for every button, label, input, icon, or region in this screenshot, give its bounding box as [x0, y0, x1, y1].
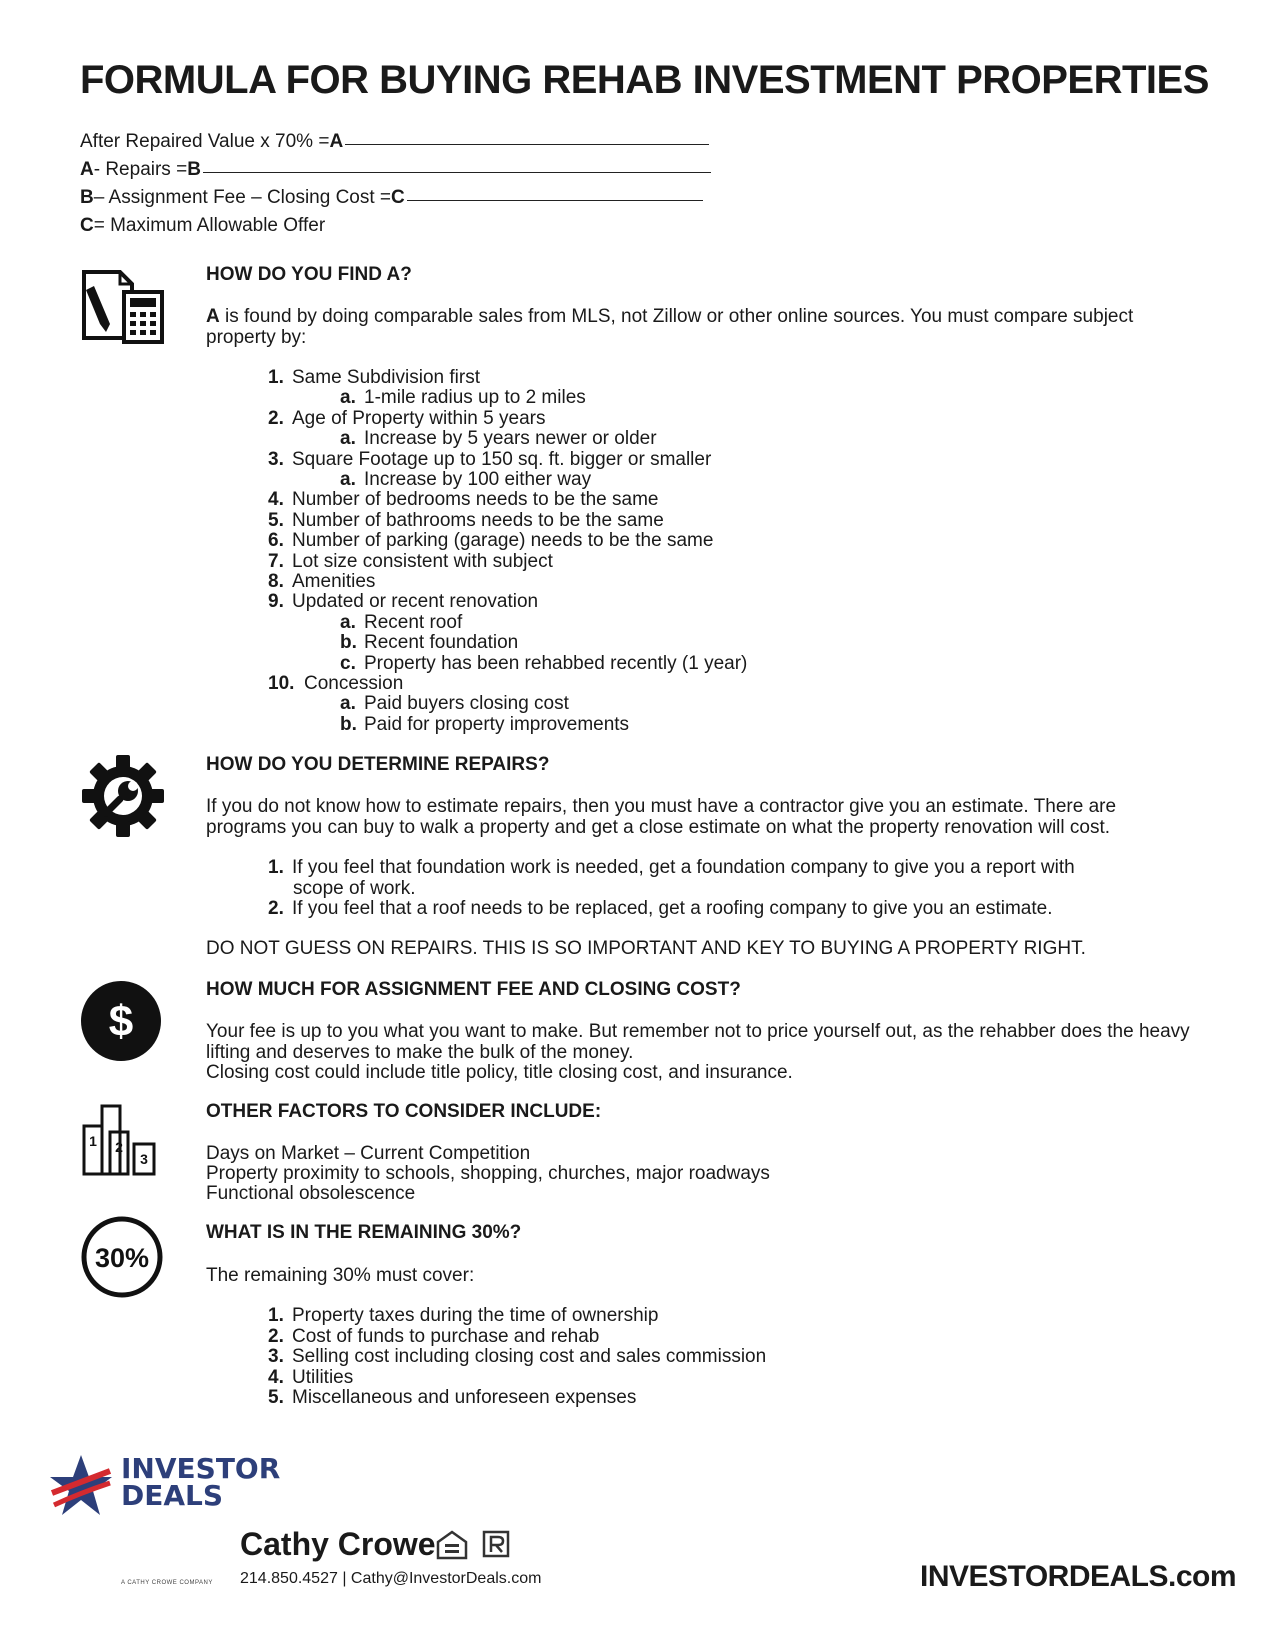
fill-in-line[interactable] [345, 144, 709, 145]
list-marker: 1. [268, 367, 284, 388]
list-item [268, 591, 538, 612]
list-item [268, 571, 375, 592]
list-item-text: Number of bedrooms needs to be the same [292, 489, 659, 511]
section-heading-other: OTHER FACTORS TO CONSIDER INCLUDE: [206, 1101, 602, 1122]
list-item [268, 1305, 658, 1326]
repairs-intro: If you do not know how to estimate repairs, then you must have a contractor give you an estimate. There are programs you can buy to walk a property and get a close estimate on what the property renovation will cost. [206, 796, 1117, 838]
repairs-warning: DO NOT GUESS ON REPAIRS. THIS IS SO IMPORTANT AND KEY TO BUYING A PROPERTY RIGHT. [206, 938, 1086, 959]
list-marker: a. [340, 428, 356, 450]
list-item-text: Same Subdivision first [292, 367, 480, 388]
sub-list-item [340, 469, 591, 490]
agent-contact[interactable]: 214.850.4527 | Cathy@InvestorDeals.com [240, 1570, 542, 1587]
list-item-text: Increase by 100 either way [364, 469, 592, 490]
list-item-text: Utilities [292, 1366, 354, 1388]
list-item-text: Age of Property within 5 years [292, 407, 546, 429]
fill-in-line[interactable] [407, 200, 703, 201]
list-marker: a. [340, 387, 356, 409]
section-a-intro-text: is found by doing comparable sales from MLS, not Zillow or other online sources. You must compare subject property by: [206, 306, 1134, 348]
formula-line-1 [80, 127, 709, 156]
formula-var: B [187, 159, 201, 180]
other-line-2: Property proximity to schools, shopping, churches, major roadways [206, 1163, 770, 1184]
list-item [268, 1387, 636, 1408]
equal-housing-icon [436, 1530, 468, 1560]
podium-icon [80, 1102, 160, 1181]
formula-text: - Repairs = [93, 159, 188, 180]
podium-rank-2: 2 [115, 1139, 123, 1155]
list-item-text: Square Footage up to 150 sq. ft. bigger or smaller [292, 448, 712, 470]
list-marker: a. [340, 611, 356, 633]
thirty-percent-label: 30% [94, 1243, 150, 1273]
section-heading-find-a: HOW DO YOU FIND A? [206, 264, 412, 285]
fee-body: Your fee is up to you what you want to make. But remember not to price yourself out, as the rehabber does the heavy lifting and deserves to make the bulk of the money. [206, 1021, 1190, 1063]
website-link[interactable]: INVESTORDEALS.com [920, 1560, 1237, 1593]
list-marker: 4. [268, 1366, 284, 1388]
list-marker: 6. [268, 530, 284, 552]
list-item-text: Paid for property improvements [364, 713, 630, 735]
dollar-glyph: $ [108, 997, 134, 1046]
list-item-text: Recent foundation [364, 632, 519, 654]
list-item [268, 857, 1075, 878]
list-item-text: Number of bathrooms needs to be the same [292, 509, 664, 531]
list-item-text: Selling cost including closing cost and sales commission [292, 1346, 767, 1367]
formula-var: A [80, 159, 94, 180]
list-item [268, 1346, 766, 1367]
list-item-text: Cost of funds to purchase and rehab [292, 1325, 600, 1347]
sub-list-item [340, 653, 747, 674]
list-item-text: If you feel that a roof needs to be replaced, get a roofing company to give you an estimate. [292, 898, 1053, 919]
brand-line-1: INVESTOR [121, 1452, 281, 1485]
list-item-text: 1-mile radius up to 2 miles [364, 387, 586, 409]
brand-line-2: DEALS [121, 1479, 224, 1512]
sub-list-item [340, 428, 657, 449]
formula-text: After Repaired Value x 70% = [80, 131, 330, 152]
remaining-intro: The remaining 30% must cover: [206, 1265, 475, 1286]
list-item [268, 510, 664, 531]
document-calculator-icon [80, 266, 166, 351]
list-item [268, 898, 1052, 919]
podium-rank-1: 1 [89, 1133, 97, 1149]
list-item [268, 1367, 353, 1388]
list-marker: b. [340, 713, 357, 735]
list-item [268, 673, 403, 694]
brand-sub: A CATHY CROWE COMPANY [121, 1580, 213, 1586]
sub-list-item [340, 612, 462, 633]
list-marker: 2. [268, 1325, 284, 1347]
page-title: FORMULA FOR BUYING REHAB INVESTMENT PROPERTIES [80, 58, 1209, 102]
formula-line-2 [80, 155, 711, 184]
list-marker: 5. [268, 509, 284, 531]
list-item [268, 449, 711, 470]
list-item [293, 878, 416, 899]
list-marker: 2. [268, 407, 284, 429]
formula-text: = Maximum Allowable Offer [93, 215, 326, 236]
list-marker: a. [340, 693, 356, 715]
list-marker: 4. [268, 489, 284, 511]
list-item-text: Increase by 5 years newer or older [364, 428, 657, 450]
list-marker: 10. [268, 673, 295, 694]
section-heading-fee: HOW MUCH FOR ASSIGNMENT FEE AND CLOSING COST? [206, 979, 741, 1000]
fill-in-line[interactable] [203, 172, 711, 173]
list-item-text: Updated or recent renovation [292, 591, 539, 613]
formula-var: B [80, 187, 94, 208]
realtor-icon [482, 1530, 510, 1560]
bold-a: A [206, 306, 220, 327]
list-item-text: scope of work. [293, 877, 416, 899]
list-item-text: If you feel that foundation work is needed, get a foundation company to give you a report with [292, 857, 1075, 878]
list-item-text: Amenities [292, 571, 376, 592]
list-marker: c. [340, 652, 356, 674]
formula-line-3 [80, 183, 703, 212]
list-item [268, 551, 553, 572]
list-item [268, 367, 480, 388]
list-marker: 1. [268, 1305, 284, 1326]
list-item [268, 489, 658, 510]
formula-var: A [329, 131, 344, 152]
sub-list-item [340, 714, 629, 735]
formula-var: C [80, 215, 94, 236]
sub-list-item [340, 693, 569, 714]
list-marker: 3. [268, 1346, 284, 1367]
list-marker: a. [340, 469, 356, 490]
agent-name: Cathy Crowe [240, 1526, 436, 1562]
list-item-text: Property taxes during the time of ownership [292, 1305, 659, 1326]
list-item [268, 530, 713, 551]
list-item-text: Number of parking (garage) needs to be the same [292, 530, 714, 552]
list-marker: 5. [268, 1387, 284, 1408]
section-heading-remaining: WHAT IS IN THE REMAINING 30%? [206, 1222, 522, 1243]
list-marker: b. [340, 632, 357, 654]
other-line-1: Days on Market – Current Competition [206, 1143, 531, 1164]
list-marker: 2. [268, 898, 284, 919]
formula-var: C [391, 187, 405, 208]
podium-rank-3: 3 [140, 1151, 148, 1167]
thirty-percent-icon [80, 1215, 164, 1304]
list-marker: 8. [268, 571, 284, 592]
formula-line-4 [80, 211, 325, 240]
list-item-text: Recent roof [364, 611, 463, 633]
sub-list-item [340, 387, 586, 408]
list-item [268, 1326, 599, 1347]
fee-body-2: Closing cost could include title policy, title closing cost, and insurance. [206, 1062, 793, 1083]
gear-wrench-icon [80, 753, 166, 844]
list-marker: 3. [268, 448, 284, 470]
other-line-3: Functional obsolescence [206, 1183, 416, 1204]
formula-text: – Assignment Fee – Closing Cost = [93, 187, 392, 208]
list-marker: 9. [268, 591, 284, 613]
section-heading-repairs: HOW DO YOU DETERMINE REPAIRS? [206, 754, 550, 775]
list-item [268, 408, 545, 429]
list-item-text: Lot size consistent with subject [292, 550, 553, 572]
list-item-text: Paid buyers closing cost [364, 693, 569, 715]
sub-list-item [340, 632, 518, 653]
list-marker: 7. [268, 550, 284, 572]
list-marker: 1. [268, 857, 284, 878]
section-a-intro [206, 306, 1196, 348]
list-item-text: Concession [304, 673, 404, 694]
list-item-text: Miscellaneous and unforeseen expenses [292, 1387, 637, 1408]
star-logo-icon [48, 1453, 114, 1519]
list-item-text: Property has been rehabbed recently (1 year) [364, 652, 748, 674]
dollar-icon [80, 980, 162, 1067]
